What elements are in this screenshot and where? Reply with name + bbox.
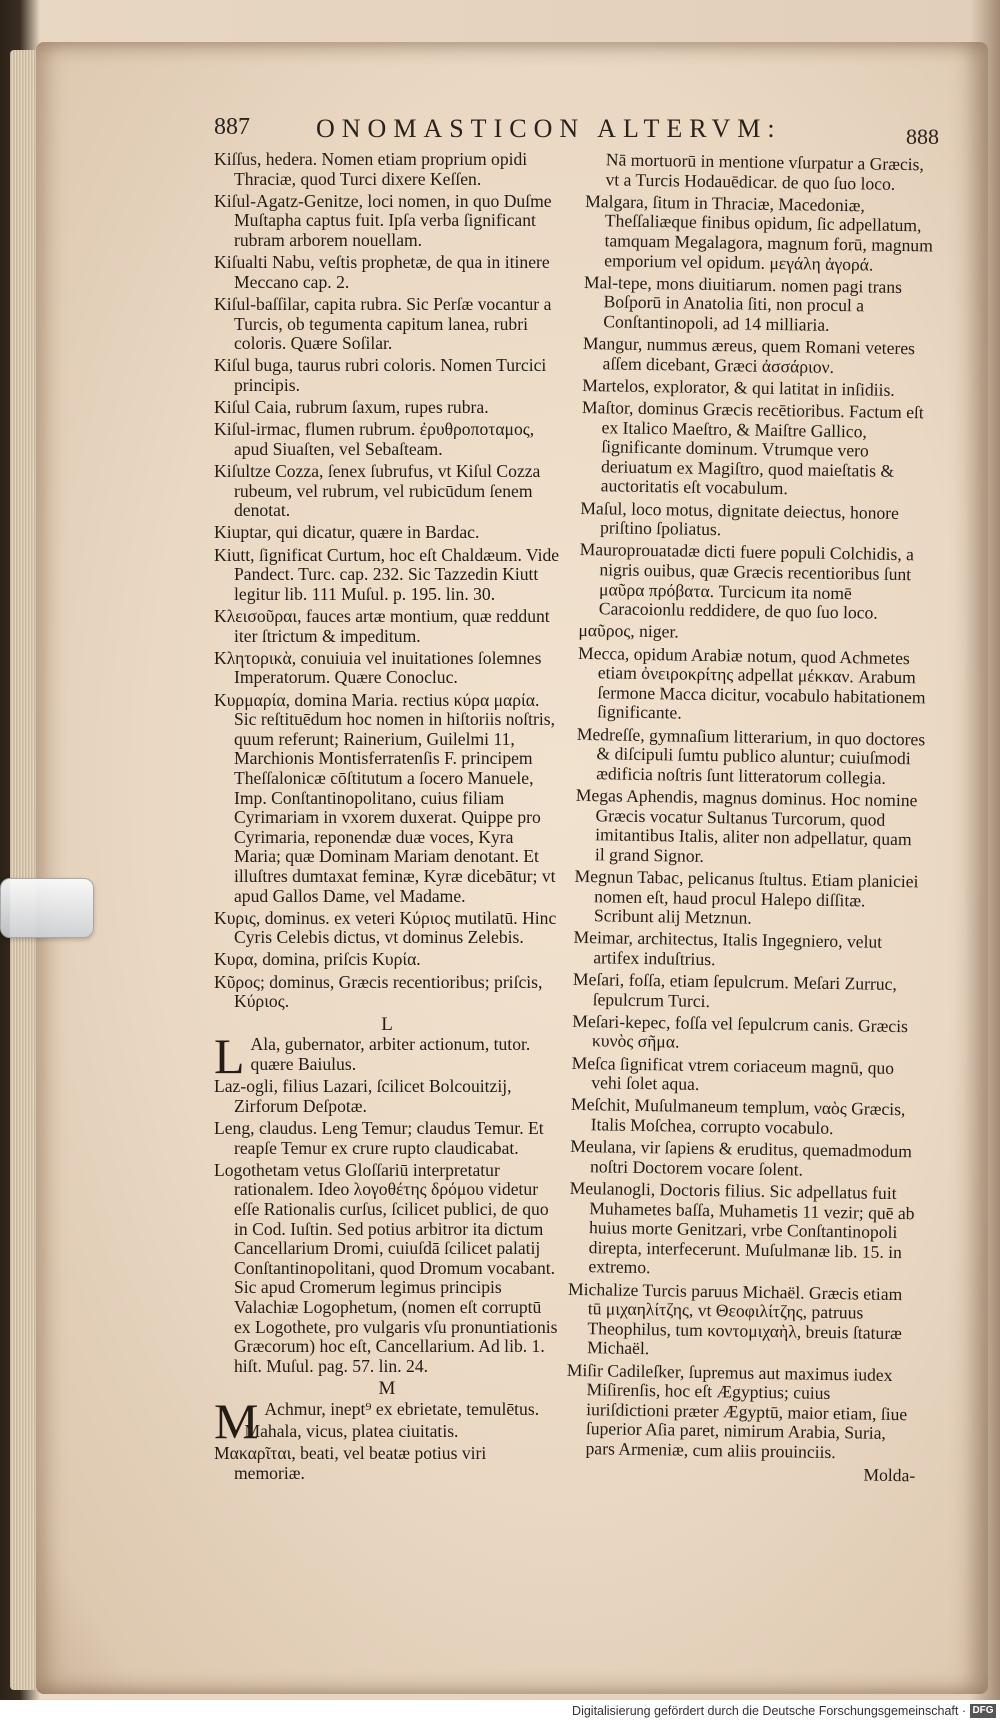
entry: Logothetam vetus Gloſſariū interpretatur rationalem. Ideo λογοθέτης δρόμου videtur eſſe Rationalis curſus, ſcilicet publici, de quo in Cod. Iuſtin. Sed potius arbitror ita dictum Cancellarium Dromi, cuiuſdā ſcilicet palatij Conſtantinopolitani, quod Dromum vocabant. Sic apud Cromerum legimus principis Valachiæ Logophetum, (nomen eſt corruptū ex Logothete, pro vulgaris vſu pronuntiationis Græcorum) hoc eſt, Cancellarium. Ad lib. 1. hiſt. Muſul. pag. 57. lin. 24.: [214, 1159, 558, 1376]
continuation-text: Nā mortuorū in mentione vſurpatur a Græcis, vt a Turcis Hodauēdicar. de quo ſuo loco.: [605, 149, 925, 194]
drop-cap-l: L: [214, 1028, 245, 1085]
section-heading-m: M: [378, 1378, 396, 1400]
entry: Mecca, opidum Arabiæ notum, quod Achmetes etiam ὀνειροκρίτης adpellat μέκκαν. Arabum ſermone Macca dicitur, vocabulo habitationem ſignificante.: [577, 642, 926, 723]
entry: Κῦρος; dominus, Græcis recentioribus; priſcis, Κύριος.: [214, 971, 543, 1012]
drop-cap-m: M: [214, 1392, 259, 1449]
entry: Kiſul Caia, rubrum ſaxum, rupes rubra.: [214, 397, 489, 418]
entry: Megnun Tabac, pelicanus ſtultus. Etiam planiciei nomen eſt, haud procul Halepo diſſitæ. Scribunt alij Metznun.: [574, 865, 919, 928]
entry: Kiſualti Nabu, veſtis prophetæ, de qua in itinere Meccano cap. 2.: [214, 252, 550, 292]
entry-text: Ala, gubernator, arbiter actionum, tutor. quære Baiulus.: [250, 1034, 531, 1075]
entry-with-initial: [214, 1028, 560, 1085]
catchword: Molda-: [863, 1464, 916, 1486]
left-page-number: 887: [214, 114, 250, 140]
entry: Mangur, nummus æreus, quem Romani veteres aſſem dicebant, Græci ἀσσάριον.: [582, 333, 916, 377]
entry: Κυρις, dominus. ex veteri Κύριος mutilatū. Hinc Cyris Celebis dictus, vt dominus Zelebis.: [214, 907, 557, 948]
entry: Laz-ogli, filius Lazari, ſcilicet Bolcouitzij, Zirforum Deſpotæ.: [214, 1076, 512, 1116]
entry: Maſtor, dominus Græcis recētioribus. Factum eſt ex Italico Maeſtro, & Maiſtre Gallico, ſignificante dominum. Vtrumque vero deriuatum ex Magiſtro, quod maieſtatis & auctoritatis eſt vocabulum.: [581, 397, 924, 499]
entry: Kiſultze Cozza, ſenex ſubrufus, vt Kiſul Cozza rubeum, vel rubrum, vel rubicūdum ſenem denotat.: [214, 461, 541, 521]
right-column: [565, 150, 936, 1486]
entry: Malgara, ſitum in Thraciæ, Macedoniæ, Theſſaliæque finibus opidum, ſic adpellatum, tamquam Megalagora, magnum forū, magnum emporium vel opidum. μεγάλη ἀγορά.: [585, 190, 934, 275]
entry: Maſul, loco motus, dignitate deiectus, honore priſtino ſpoliatus.: [580, 497, 900, 540]
entry: Kiutt, ſignificat Curtum, hoc eſt Chaldæum. Vide Pandect. Turc. cap. 232. Sic Tazzedin Kiutt legitur lib. 111 Muſul. p. 195. lin. 30.: [214, 544, 560, 604]
entry: Kiſul buga, taurus rubri coloris. Nomen Turcici principis.: [214, 355, 547, 395]
footer-bar: [0, 1700, 1000, 1724]
entry: μαῦρος, niger.: [578, 620, 679, 642]
footer-credit: Digitalisierung gefördert durch die Deutsche Forschungsgemeinschaft ·: [572, 1704, 966, 1718]
entry-text: Achmur, inept⁹ ex ebrietate, temulētus.: [264, 1398, 540, 1419]
entry: Martelos, explorator, & qui latitat in inſidiis.: [582, 374, 895, 400]
entry: Kiuptar, qui dicatur, quære in Bardac.: [214, 522, 480, 543]
entry: Kiſul-Agatz-Genitze, loci nomen, in quo Duſme Muſtapha captus fuit. Ipſa verba ſignificant rubram arborem nouellam.: [214, 190, 552, 250]
running-head: ONOMASTICON ALTERVM:: [316, 114, 782, 143]
entry: Meſca ſignificat vtrem coriaceum magnū, quo vehi ſolet aqua.: [571, 1052, 895, 1095]
entry: Meſari-kepec, foſſa vel ſepulcrum canis. Græcis κυνὸς σῆμα.: [572, 1010, 909, 1053]
entry: Meulana, vir ſapiens & eruditus, quemadmodum noſtri Doctorem vocare ſolent.: [570, 1136, 913, 1180]
entry: Kiſul-baſſilar, capita rubra. Sic Perſæ vocantur a Turcis, ob tegumenta capitum lanea, rubri coloris. Quære Soſilar.: [214, 293, 552, 354]
entry: Μακαρῖται, beati, vel beatæ potius viri memoriæ.: [214, 1443, 487, 1483]
entry: Meulanogli, Doctoris filius. Sic adpellatus fuit Muhametes baſſa, Muhametis 11 vezir; quē ab huius morte Genitzari, vrbe Conſtantinopoli direpta, interfecerunt. Muſulmanæ lib. 15. in extremo.: [569, 1177, 915, 1278]
entry: Leng, claudus. Leng Temur; claudus Temur. Et reapſe Temur ex crure rupto claudicabat.: [214, 1118, 544, 1158]
entry: Megas Aphendis, magnus dominus. Hoc nomine Græcis vocatur Sultanus Turcorum, quod imitantibus Italis, aliter non adpellatur, quam il grand Signor.: [575, 784, 918, 866]
entry: Meſchit, Muſulmaneum templum, ναὸς Græcis, Italis Moſchea, corrupto vocabulo.: [570, 1094, 906, 1139]
section-heading-l: L: [381, 1013, 393, 1035]
entry: Κυρα, domina, priſcis Κυρία.: [214, 949, 421, 970]
entry: Meimar, architectus, Italis Ingegniero, velut artifex induſtrius.: [573, 927, 883, 970]
entry: Κλητορικὰ, conuiuia vel inuitationes ſolemnes Imperatorum. Quære Conocluc.: [214, 647, 542, 688]
entry: Meſari, foſſa, etiam ſepulcrum. Meſari Zurruc, ſepulcrum Turci.: [572, 968, 898, 1011]
entry: Mauroprouatadæ dicti fuere populi Colchidis, a nigris ouibus, quæ Græcis recentioribus ſunt μαῦρα πρόβατα. Turcicum ita nomē Caracoionlu reddidere, de quo ſuo loco.: [579, 539, 915, 623]
left-column: [214, 150, 560, 1486]
entry: Medreſſe, gymnaſium litterarium, in quo doctores & diſcipuli ſumtu publico aluntur; cuiuſmodi ædificia noſtris ſunt litteratorum collegia.: [576, 723, 926, 788]
dfg-logo: DFG: [970, 1704, 996, 1718]
entry: Kiſſus, hedera. Nomen etiam proprium opidi Thraciæ, quod Turci dixere Keſſen.: [214, 149, 528, 189]
entry: Mahala, vicus, platea ciuitatis.: [244, 1421, 459, 1442]
entry: Κλεισοῦραι, fauces artæ montium, quæ reddunt iter ſtrictum & impeditum.: [214, 606, 550, 646]
right-page-number: 888: [906, 124, 939, 149]
entry: Miſir Cadileſker, ſupremus aut maximus iudex Miſirenſis, hoc eſt Ægyptius; cuius iuriſdictioni præter Ægyptū, maior etiam, ſiue ſuperior Aſia paret, nimirum Arabia, Suria, pars Armeniæ, cum aliis prouinciis.: [566, 1359, 908, 1462]
entry: Mal-tepe, mons diuitiarum. nomen pagi trans Boſporū in Anatolia ſiti, non procul a Conſtantinopoli, ad 14 milliaria.: [583, 271, 903, 335]
entry: Κυρμαρία, domina Maria. rectius κύρα μαρία. Sic reſtituēdum hoc nomen in hiſtoriis noſtris, quum referunt; Rainerium, Guilelmi 11, Marchionis Montisferratenſis F. principem Theſſalonicæ cōſtitutum a ſocero Manuele, Imp. Conſtantinopolitano, cuius filiam Cyrimariam in vxorem duxerat. Quippe pro Cyrimaria, reponendæ duæ voces, Kyra Maria; quæ Dominam Mariam denotant. Et illuſtres dumtaxat feminæ, Kyræ dicebātur; vt apud Gallos Dame, vel Madame.: [214, 689, 556, 906]
bookmark-clip: [0, 878, 94, 938]
entry: Michalize Turcis paruus Michaël. Græcis etiam tū μιχαηλίτζης, vt Θεοφιλίτζης, patruus Theophilus, tum κοντομιχαὴλ, breuis ſtaturæ Michaël.: [567, 1278, 903, 1359]
entry: Kiſul-irmac, flumen rubrum. ἐρυθροποταμος, apud Siuaſten, vel Sebaſteam.: [214, 419, 535, 459]
